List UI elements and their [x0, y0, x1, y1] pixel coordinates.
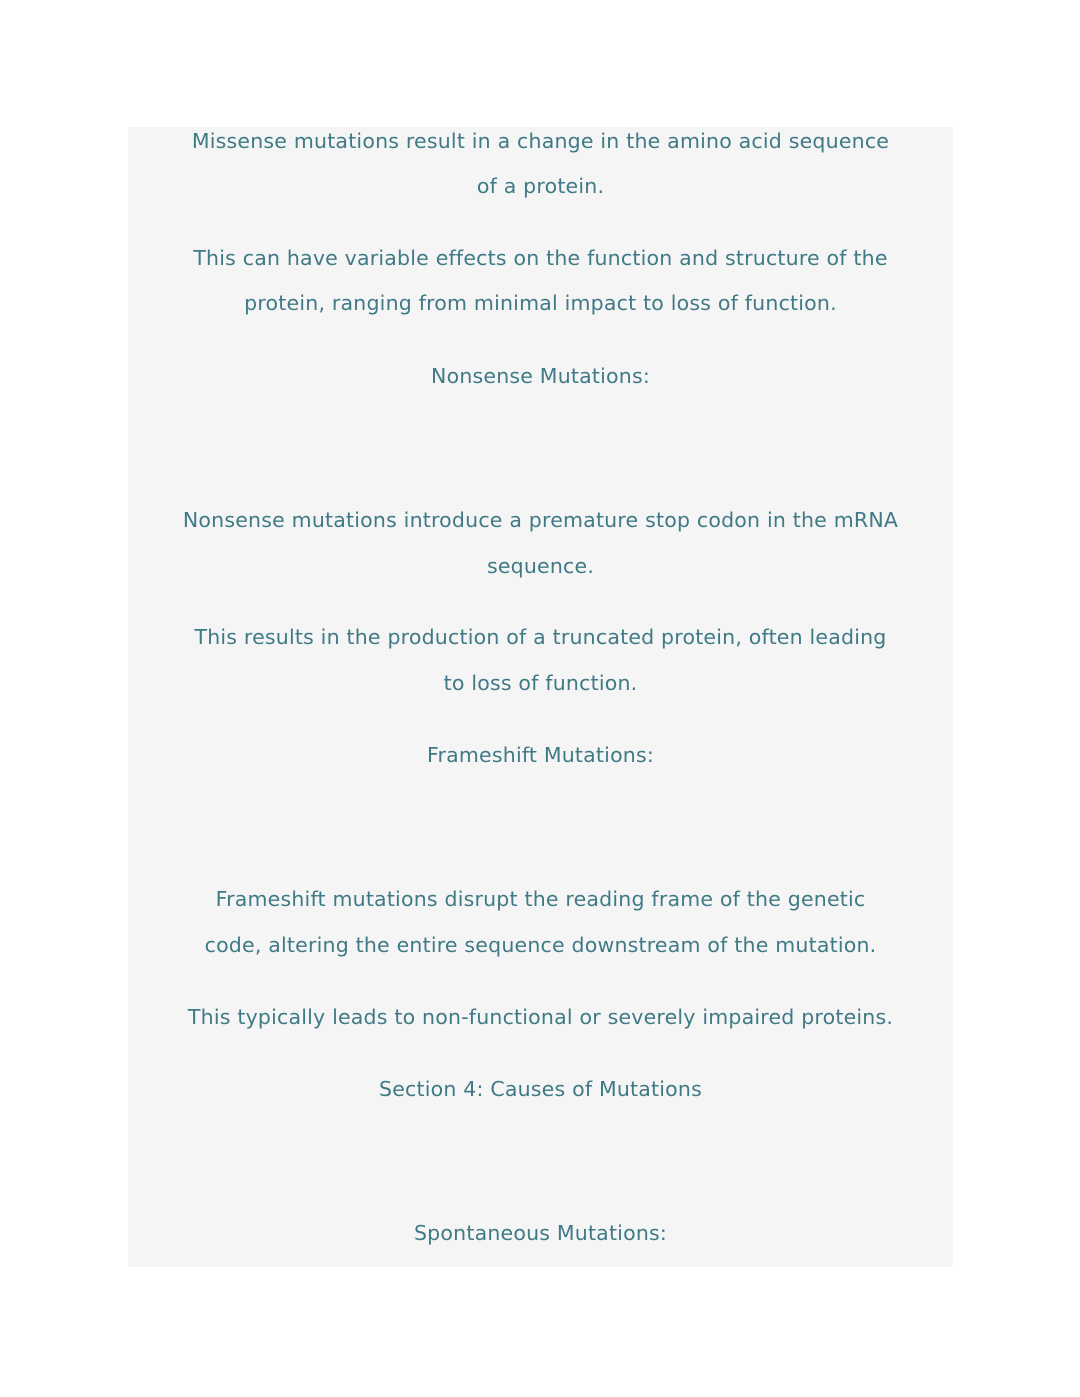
paragraph-missense-effects-line-1: This can have variable effects on the function and structure of the: [193, 246, 888, 270]
heading-nonsense-mutations: Nonsense Mutations:: [431, 364, 650, 388]
paragraph-truncated-line-1: This results in the production of a truncated protein, often leading: [194, 625, 887, 649]
paragraph-nonsense-line-1: Nonsense mutations introduce a premature stop codon in the mRNA: [182, 508, 899, 532]
paragraph-nonsense-line-2: sequence.: [486, 554, 595, 578]
paragraph-missense-effects-line-2: protein, ranging from minimal impact to loss of function.: [244, 291, 837, 315]
paragraph-truncated-line-2: to loss of function.: [443, 671, 638, 695]
heading-frameshift-mutations: Frameshift Mutations:: [427, 743, 654, 767]
paragraph-impaired-proteins: This typically leads to non-functional or severely impaired proteins.: [187, 1005, 894, 1029]
paragraph-missense-line-2: of a protein.: [476, 174, 605, 198]
document-page: [128, 127, 953, 1267]
paragraph-frameshift-line-1: Frameshift mutations disrupt the reading frame of the genetic: [215, 887, 866, 911]
heading-section-4-causes: Section 4: Causes of Mutations: [378, 1077, 702, 1101]
paragraph-missense-line-1: Missense mutations result in a change in the amino acid sequence: [191, 129, 890, 153]
heading-spontaneous-mutations: Spontaneous Mutations:: [413, 1221, 668, 1245]
paragraph-frameshift-line-2: code, altering the entire sequence downstream of the mutation.: [204, 933, 877, 957]
